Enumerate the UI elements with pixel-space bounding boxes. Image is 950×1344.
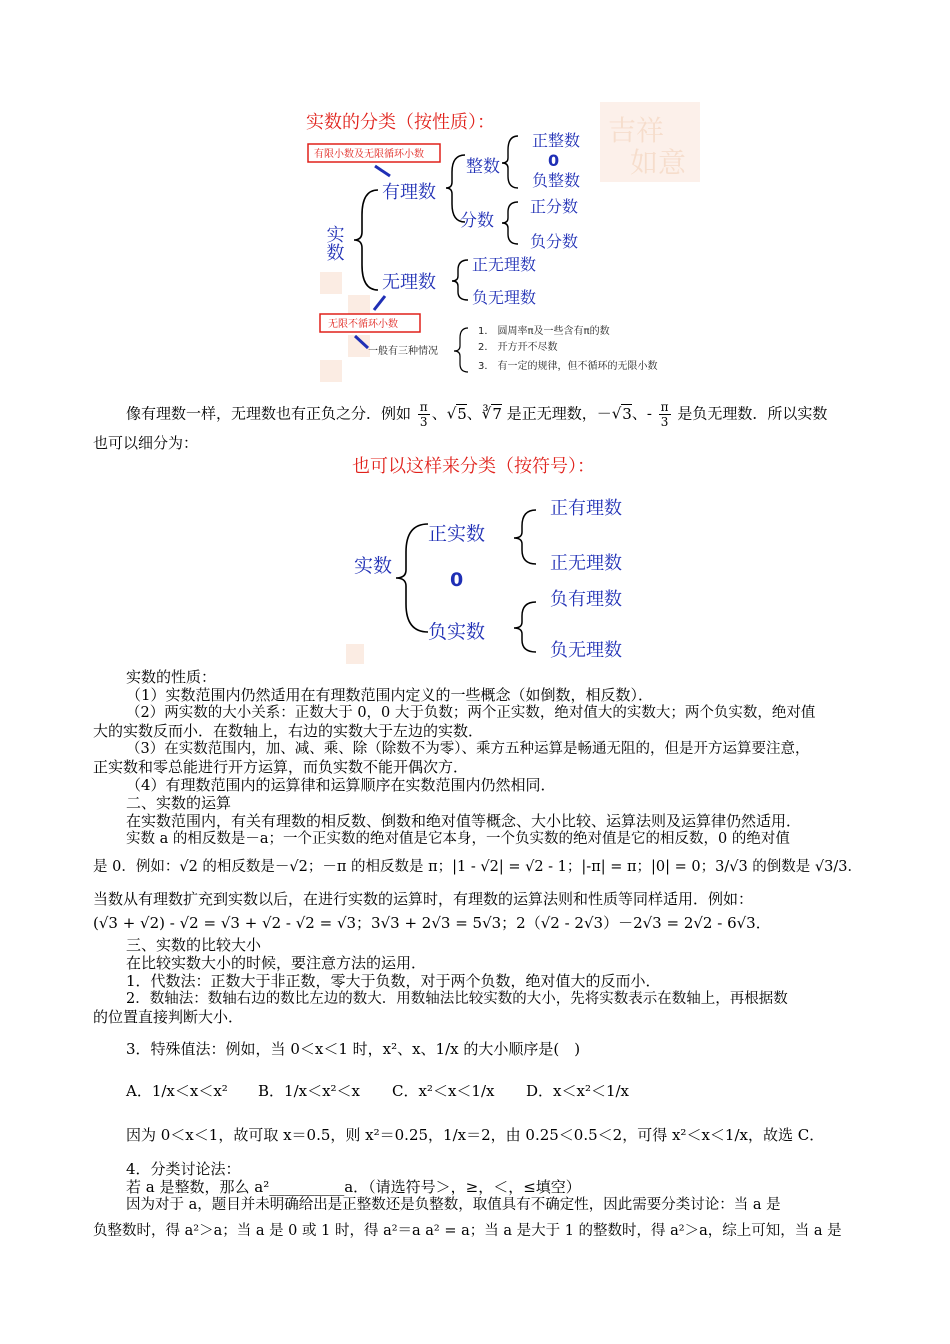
top-box-label: 有限小数及无限循环小数 bbox=[314, 149, 424, 160]
neg-rational-label: 负有理数 bbox=[550, 589, 622, 610]
section-2-heading: 二、实数的运算 bbox=[126, 794, 232, 812]
arrow-icon bbox=[374, 296, 385, 310]
property-3a: （3）在实数范围内，加、减、乘、除（除数不为零）、乘方五种运算是畅通无阻的，但是开方运算要注意， bbox=[126, 741, 810, 757]
stamp-mark bbox=[320, 360, 342, 382]
option-a: A．1/x＜x＜x² bbox=[126, 1082, 228, 1100]
neg-fraction-label: 负分数 bbox=[530, 232, 579, 251]
compare-1: 在比较实数大小的时候，要注意方法的运用． bbox=[126, 954, 427, 972]
compare-5: 因为 0＜x＜1，故可取 x＝0.5，则 x²＝0.25，1/x＝2，由 0.25＜0.5＜2，可得 x²＜x＜1/x，故选 C． bbox=[126, 1126, 825, 1144]
cases-label: 一般有三种情况 bbox=[368, 346, 438, 357]
compare-2: 1．代数法：正数大于非正数，零大于负数，对于两个负数，绝对值大的反而小． bbox=[126, 972, 661, 990]
pos-irrational-label-2: 正无理数 bbox=[550, 553, 622, 574]
paragraph-irrational-examples: 像有理数一样，无理数也有正负之分．例如 $\frac{\pi}{3}$ 、√5、∛7 是正无理数，－√3、- $\frac{\pi}{3}$ 是负无理数．所以实数 bbox=[126, 400, 828, 429]
compare-7: 若 a 是整数，那么 a²__________a．（请选符号＞，≥，＜，≤填空） bbox=[126, 1178, 581, 1196]
brace-icon bbox=[502, 136, 518, 188]
zero-label-2: 0 bbox=[450, 569, 464, 591]
pos-rational-label: 正有理数 bbox=[550, 498, 622, 519]
negative-label: 负实数 bbox=[428, 621, 486, 643]
property-4: （4）有理数范围内的运算律和运算顺序在实数范围内仍然相同． bbox=[126, 776, 556, 794]
diagram2-title: 也可以这样来分类（按符号）： bbox=[352, 456, 595, 477]
svg-text:如意: 如意 bbox=[630, 146, 687, 179]
operations-2: 实数 a 的相反数是－a；一个正实数的绝对值是它本身，一个负实数的绝对值是它的相反数，0 的绝对值 bbox=[126, 831, 790, 847]
case1-label: 1． 圆周率π及一些含有π的数 bbox=[478, 326, 610, 337]
option-c: C．x²＜x＜1/x bbox=[392, 1082, 495, 1100]
property-2b: 大的实数反而小．在数轴上，右边的实数大于左边的实数． bbox=[93, 722, 484, 740]
bottom-box-label: 无限不循环小数 bbox=[328, 319, 398, 330]
stamp-mark bbox=[320, 272, 342, 294]
rational-label: 有理数 bbox=[382, 182, 436, 203]
watermark-stamp bbox=[600, 102, 700, 182]
operations-1: 在实数范围内，有关有理数的相反数、倒数和绝对值等概念、大小比较、运算法则及运算律仍然适用． bbox=[126, 812, 802, 830]
case3-label: 3． 有一定的规律，但不循环的无限小数 bbox=[478, 361, 658, 372]
compare-6: 4．分类讨论法： bbox=[126, 1160, 241, 1178]
fraction-label: 分数 bbox=[460, 211, 494, 231]
brace-icon bbox=[354, 190, 378, 290]
operations-4: 当数从有理数扩充到实数以后，在进行实数的运算时，有理数的运算法则和性质等同样适用．例如： bbox=[93, 890, 754, 908]
brace-icon bbox=[452, 260, 468, 300]
brace-icon bbox=[396, 524, 428, 632]
option-d: D．x＜x²＜1/x bbox=[526, 1082, 630, 1100]
diagram1-title: 实数的分类（按性质）： bbox=[306, 112, 495, 133]
compare-3a: 2．数轴法：数轴右边的数比左边的数大．用数轴法比较实数的大小，先将实数表示在数轴上，再根据数 bbox=[126, 991, 788, 1007]
property-1: （1）实数范围内仍然适用在有理数范围内定义的一些概念（如倒数，相反数）． bbox=[126, 686, 654, 704]
arrow-icon bbox=[375, 166, 390, 176]
compare-3b: 的位置直接判断大小． bbox=[93, 1008, 244, 1026]
brace-icon bbox=[502, 202, 518, 244]
operations-3: 是 0．例如：√2 的相反数是－√2；－π 的相反数是 π；|1 - √2| = √2 - 1；|-π| = π；|0| = 0；3/√3 的倒数是 √3/3． bbox=[93, 859, 862, 875]
brace-icon bbox=[514, 510, 536, 564]
case2-label: 2． 开方开不尽数 bbox=[478, 342, 558, 353]
compare-8b: 负整数时，得 a²＞a；当 a 是 0 或 1 时，得 a²＝a a² = a；当 a 是大于 1 的整数时，得 a²＞a，综上可知，当 a 是 bbox=[93, 1223, 842, 1239]
brace-icon bbox=[514, 602, 536, 652]
pos-irrational-label: 正无理数 bbox=[472, 255, 537, 274]
neg-integer-label: 负整数 bbox=[532, 171, 581, 190]
option-b: B．1/x＜x²＜x bbox=[258, 1082, 361, 1100]
property-2a: （2）两实数的大小关系：正数大于 0，0 大于负数；两个正实数，绝对值大的实数大；两个负实数，绝对值 bbox=[126, 705, 816, 721]
stamp-mark bbox=[346, 644, 364, 664]
integer-label: 整数 bbox=[466, 157, 500, 177]
operations-5: (√3 + √2) - √2 = √3 + √2 - √2 = √3；3√3 + 2√3 = 5√3；2（√2 - 2√3）－2√3 = 2√2 - 6√3． bbox=[93, 914, 771, 932]
section-3-heading: 三、实数的比较大小 bbox=[126, 936, 262, 954]
svg-text:吉祥: 吉祥 bbox=[608, 114, 665, 147]
neg-irrational-label: 负无理数 bbox=[472, 288, 537, 307]
properties-title: 实数的性质： bbox=[126, 668, 217, 686]
paragraph-continue: 也可以细分为： bbox=[93, 434, 199, 452]
zero-label: 0 bbox=[548, 151, 560, 170]
root-label-2: 实数 bbox=[354, 555, 393, 577]
neg-irrational-label-2: 负无理数 bbox=[550, 640, 622, 661]
brace-icon bbox=[454, 328, 468, 372]
property-3b: 正实数和零总能进行开方运算，而负实数不能开偶次方． bbox=[93, 758, 469, 776]
root-label-1: 实数 bbox=[323, 225, 345, 261]
compare-8a: 因为对于 a，题目并未明确给出是正整数还是负整数，取值具有不确定性，因此需要分类讨论：当 a 是 bbox=[126, 1197, 781, 1213]
pos-fraction-label: 正分数 bbox=[530, 197, 579, 216]
compare-4: 3．特殊值法：例如，当 0＜x＜1 时，x²、x、1/x 的大小顺序是( ) bbox=[126, 1040, 581, 1058]
classification-diagram-by-property bbox=[300, 100, 720, 385]
positive-label: 正实数 bbox=[428, 523, 486, 545]
irrational-label: 无理数 bbox=[382, 272, 436, 293]
classification-diagram-by-sign bbox=[340, 452, 660, 667]
pos-integer-label: 正整数 bbox=[532, 131, 581, 150]
